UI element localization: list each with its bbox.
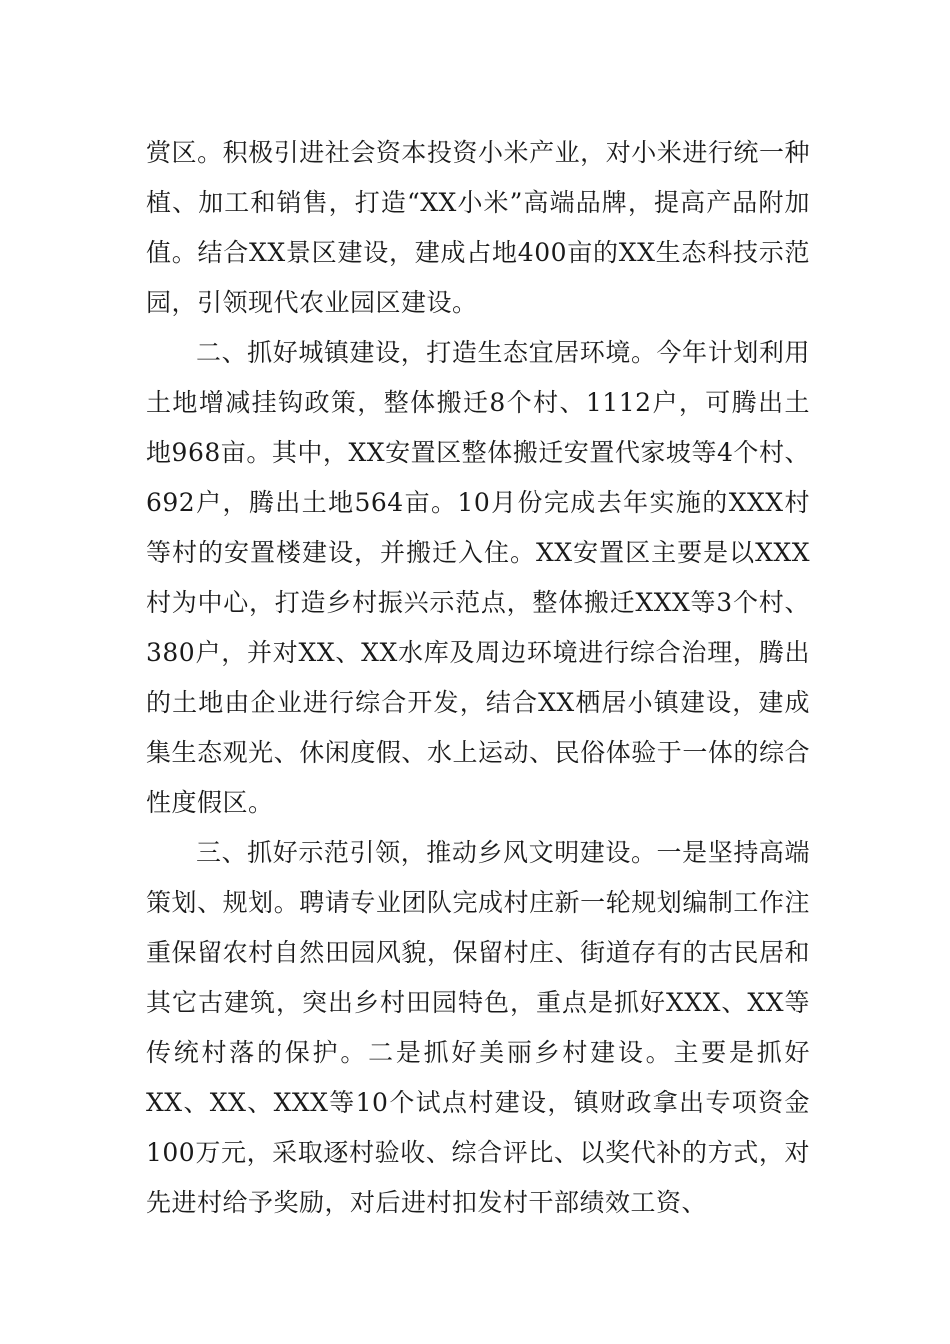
document-page [146, 128, 810, 1228]
paragraph-continuation: 赏区。积极引进社会资本投资小米产业，对小米进行统一种植、加工和销售，打造“XX小米”高端品牌，提高产品附加值。结合XX景区建设，建成占地400亩的XX生态科技示范园，引领现代农业园区建设。 [146, 138, 810, 317]
paragraph-demonstration-leadership: 三、抓好示范引领，推动乡风文明建设。一是坚持高端策划、规划。聘请专业团队完成村庄新一轮规划编制工作注重保留农村自然田园风貌，保留村庄、街道存有的古民居和其它古建筑，突出乡村田园特色，重点是抓好XXX、XX等传统村落的保护。二是抓好美丽乡村建设。主要是抓好XX、XX、XXX等10个试点村建设，镇财政拿出专项资金100万元，采取逐村验收、综合评比、以奖代补的方式，对先进村给予奖励，对后进村扣发村干部绩效工资、 [146, 838, 810, 1217]
paragraph-urban-construction: 二、抓好城镇建设，打造生态宜居环境。今年计划利用土地增减挂钩政策，整体搬迁8个村、1112户，可腾出土地968亩。其中，XX安置区整体搬迁安置代家坡等4个村、692户，腾出土地564亩。10月份完成去年实施的XXX村等村的安置楼建设，并搬迁入住。XX安置区主要是以XXX村为中心，打造乡村振兴示范点，整体搬迁XXX等3个村、380户，并对XX、XX水库及周边环境进行综合治理，腾出的土地由企业进行综合开发，结合XX栖居小镇建设，建成集生态观光、休闲度假、水上运动、民俗体验于一体的综合性度假区。 [146, 338, 810, 817]
